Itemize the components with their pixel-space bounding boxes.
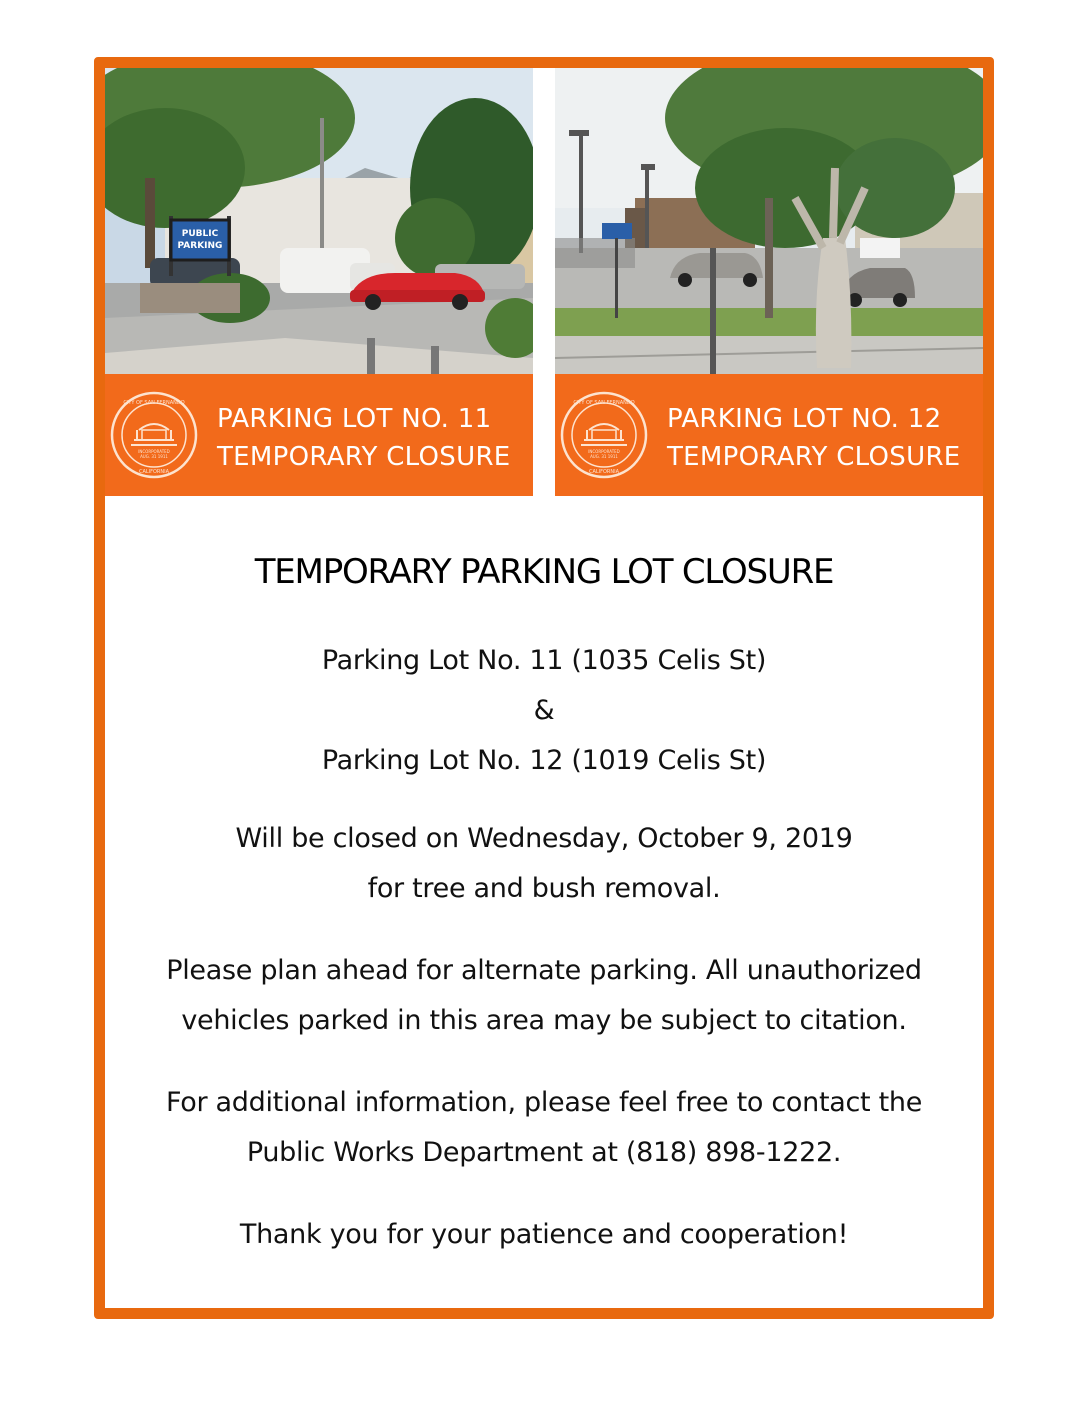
- contact-line-1: For additional information, please feel free to contact the: [165, 1087, 923, 1118]
- sign-public-text: PUBLIC: [181, 229, 219, 239]
- closure-reason: for tree and bush removal.: [367, 873, 721, 904]
- seal-date: AUG. 31 1911: [140, 454, 168, 459]
- lot-11-status: TEMPORARY CLOSURE: [217, 442, 511, 472]
- seal-date: AUG. 31 1911: [590, 454, 618, 459]
- lot-11-panel: [105, 68, 533, 496]
- advisory-line-2: vehicles parked in this area may be subject to citation.: [181, 1005, 907, 1036]
- lot-12-photo: [555, 68, 983, 374]
- seal-city: CITY OF SAN FERNANDO: [123, 400, 185, 406]
- advisory-block: [105, 946, 983, 1046]
- city-seal-icon: [109, 390, 199, 480]
- contact-line-2: Public Works Department at (818) 898-1222.: [246, 1137, 842, 1168]
- lot-11-banner-text: [217, 400, 511, 476]
- lot-11-banner: [105, 374, 533, 496]
- advisory-line-1: Please plan ahead for alternate parking. All unauthorized: [166, 955, 922, 986]
- closure-block: [105, 814, 983, 914]
- lot-11-name: PARKING LOT NO. 11: [217, 404, 492, 434]
- seal-city: CITY OF SAN FERNANDO: [573, 400, 635, 406]
- lot-12-banner-text: [667, 400, 961, 476]
- lot-12-name: PARKING LOT NO. 12: [667, 404, 942, 434]
- thanks-line: Thank you for your patience and cooperation!: [239, 1219, 849, 1250]
- lot-12-status: TEMPORARY CLOSURE: [667, 442, 961, 472]
- location-lot-11: Parking Lot No. 11 (1035 Celis St): [321, 645, 767, 676]
- photo-row: [105, 68, 983, 496]
- lot-12-panel: [555, 68, 983, 496]
- city-seal-icon: [559, 390, 649, 480]
- notice-body: [105, 496, 983, 1260]
- sign-parking-text: PARKING: [177, 241, 223, 251]
- contact-block: [105, 1078, 983, 1178]
- closure-date: Will be closed on Wednesday, October 9, 2019: [235, 823, 853, 854]
- location-lot-12: Parking Lot No. 12 (1019 Celis St): [321, 745, 767, 776]
- lot-11-photo: [105, 68, 533, 374]
- lot-12-banner: [555, 374, 983, 496]
- locations-block: [105, 636, 983, 786]
- flyer-frame: [94, 57, 994, 1319]
- seal-state: CALIFORNIA: [588, 469, 620, 475]
- seal-incorporated: INCORPORATED: [588, 449, 620, 454]
- seal-state: CALIFORNIA: [138, 469, 170, 475]
- page-title: TEMPORARY PARKING LOT CLOSURE: [254, 552, 834, 592]
- location-ampersand: &: [533, 695, 555, 726]
- seal-incorporated: INCORPORATED: [138, 449, 170, 454]
